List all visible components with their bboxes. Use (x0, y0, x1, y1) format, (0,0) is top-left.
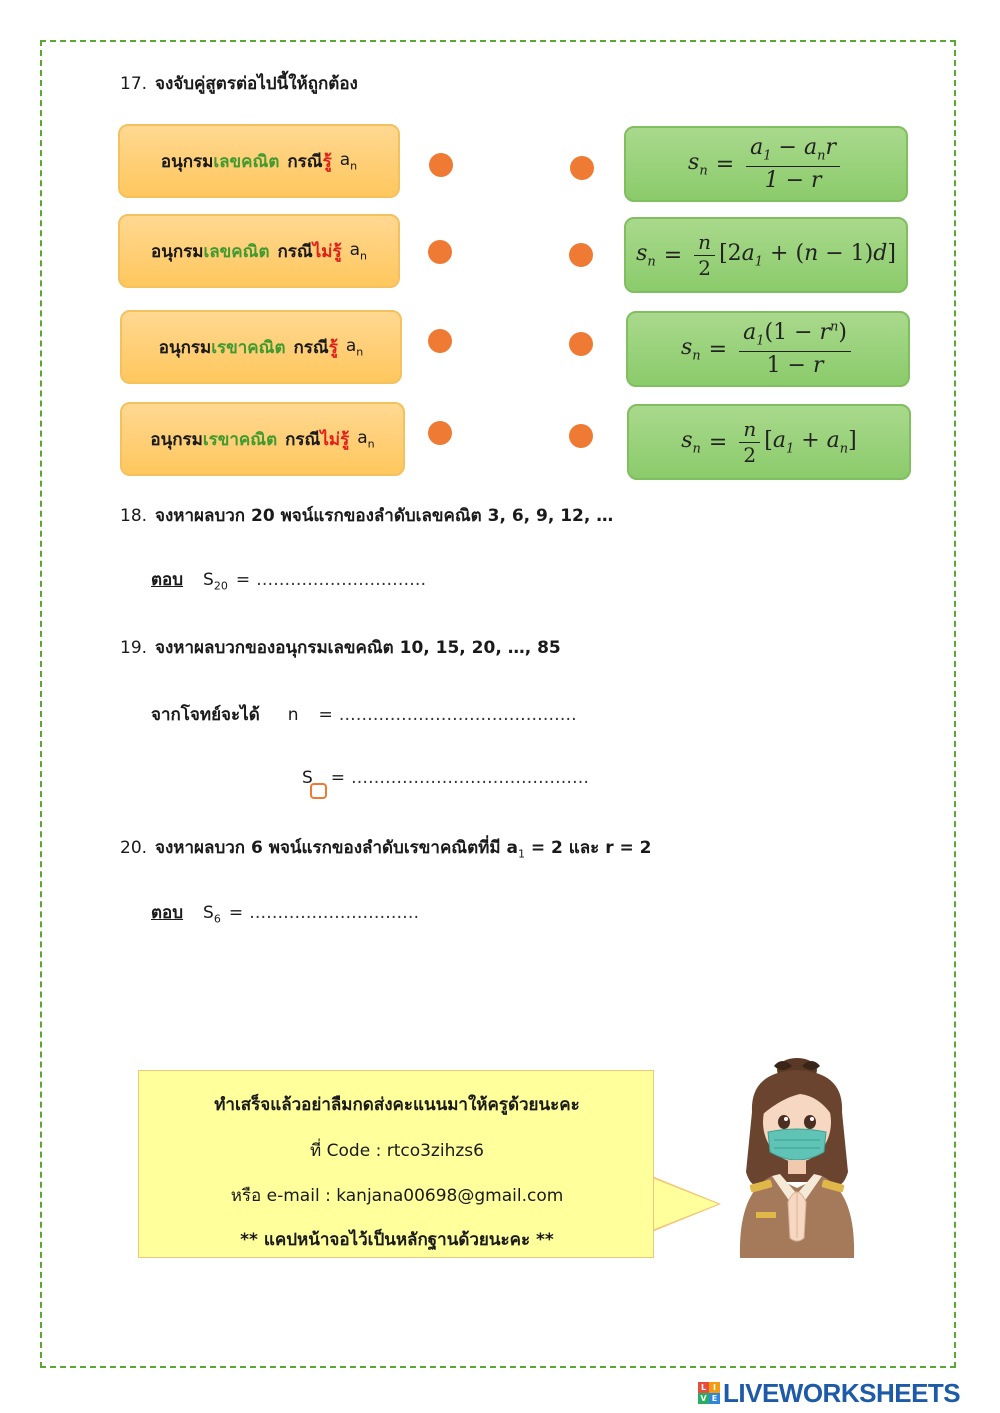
left-card-geo-unknown (120, 402, 405, 476)
formula-card-2 (624, 217, 908, 293)
match-dot-right-2[interactable] (569, 243, 593, 267)
card-variable: $a_n$ (349, 239, 367, 263)
formula-card-1 (624, 126, 908, 202)
logo-text: LIVEWORKSHEETS (723, 1377, 961, 1408)
card-case: กรณี (277, 241, 313, 262)
card-case: กรณี (293, 337, 329, 358)
match-dot-left-2[interactable] (428, 240, 452, 264)
card-prefix: อนุกรม (150, 429, 203, 450)
card-known: ไม่รู้ (320, 429, 350, 450)
formula-card-4 (627, 404, 911, 480)
card-prefix: อนุกรม (158, 337, 212, 358)
question-17-title (120, 70, 358, 97)
card-prefix: อนุกรม (160, 151, 214, 172)
answer-label: ตอบ (151, 903, 184, 923)
equals-sign: = (330, 768, 346, 788)
card-case: กรณี (287, 151, 323, 172)
answer-variable: $S_{20}$ (203, 570, 228, 593)
question-text: จงจับคู่สูตรต่อไปนี้ให้ถูกต้อง (155, 74, 358, 94)
q20-answer-input[interactable] (255, 895, 389, 923)
note-line-3: หรือ e-mail : kanjana00698@gmail.com (230, 1186, 564, 1206)
formula-arith-d: $s_n$ = $\frac{n}{2}$ $[2a_1 + (n - 1)d]$ (636, 229, 896, 280)
card-known: ไม่รู้ (312, 241, 342, 262)
formula-card-3 (626, 311, 910, 387)
formula-geo-rn: $s_n$ = $\frac{a_1(1 - r^n)}{1 - r}$ (681, 320, 855, 378)
match-dot-right-4[interactable] (569, 424, 593, 448)
card-type: เรขาคณิต (202, 429, 278, 450)
submit-note-box (138, 1070, 654, 1258)
match-dot-left-1[interactable] (429, 153, 453, 177)
formula-geo-an: $s_n$ = $\frac{a_1 - a_nr}{1 - r}$ (688, 135, 844, 193)
given-label: จากโจทย์จะได้ (151, 705, 260, 725)
answer-variable: $S_6$ (203, 903, 221, 926)
logo-badge-icon: L I V E (698, 1382, 720, 1404)
s-variable: S (302, 768, 313, 788)
left-card-arith-known (118, 124, 400, 198)
teacher-illustration (722, 1052, 872, 1258)
question-19-title (120, 634, 561, 661)
question-number: 19. (120, 638, 148, 658)
match-dot-left-4[interactable] (428, 421, 452, 445)
left-card-geo-known (120, 310, 402, 384)
card-variable: $a_n$ (345, 335, 364, 359)
question-text-end: = 2 และ r = 2 (524, 838, 652, 858)
question-20-title (120, 834, 651, 861)
n-variable: n (287, 705, 299, 725)
match-dot-left-3[interactable] (428, 329, 452, 353)
question-subscript: 1 (517, 847, 525, 861)
question-text: จงหาผลบวก 20 พจน์แรกของลำดับเลขคณิต 3, 6, 9, 12, … (155, 506, 614, 526)
card-known: รู้ (322, 151, 332, 172)
card-type: เลขคณิต (203, 241, 270, 262)
answer-dots: …………………………………… (351, 768, 590, 788)
match-dot-right-1[interactable] (570, 156, 594, 180)
equals-sign: = (318, 705, 333, 725)
question-number: 17. (120, 74, 148, 94)
equals-sign: = (235, 570, 251, 590)
card-type: เลขคณิต (213, 151, 280, 172)
answer-dots: ………………………… (249, 903, 420, 923)
card-known: รู้ (328, 337, 338, 358)
left-card-arith-unknown (118, 214, 400, 288)
card-variable: $a_n$ (339, 149, 358, 173)
card-variable: $a_n$ (357, 427, 375, 451)
card-prefix: อนุกรม (150, 241, 204, 262)
note-line-1: ทำเสร็จแล้วอย่าลืมกดส่งคะแนนมาให้ครูด้วยนะคะ (214, 1095, 580, 1115)
answer-dots: ………………………… (256, 570, 427, 590)
answer-dots: …………………………………… (338, 705, 577, 725)
note-line-4: ** แคปหน้าจอไว้เป็นหลักฐานด้วยนะคะ ** (240, 1230, 554, 1250)
question-number: 18. (120, 506, 148, 526)
equals-sign: = (228, 903, 244, 923)
question-text: จงหาผลบวก 6 พจน์แรกของลำดับเรขาคณิตที่มี a (155, 838, 518, 858)
liveworksheets-logo (698, 1378, 960, 1408)
q19-subscript-input-box[interactable] (310, 783, 327, 799)
card-case: กรณี (285, 429, 321, 450)
formula-arith-an: $s_n$ = $\frac{n}{2}$ $[a_1 + a_n]$ (681, 416, 857, 467)
q19-s-input[interactable] (352, 764, 541, 792)
q19-n-input[interactable] (352, 697, 541, 725)
question-text: จงหาผลบวกของอนุกรมเลขคณิต 10, 15, 20, …, 85 (155, 638, 561, 658)
question-number: 20. (120, 838, 148, 858)
card-type: เรขาคณิต (211, 337, 286, 358)
answer-label: ตอบ (151, 570, 184, 590)
q18-answer-input[interactable] (262, 562, 396, 590)
match-dot-right-3[interactable] (569, 332, 593, 356)
speech-tail (652, 1178, 718, 1230)
note-line-2: ที่ Code : rtco3zihzs6 (310, 1141, 484, 1161)
question-18-title (120, 502, 613, 529)
